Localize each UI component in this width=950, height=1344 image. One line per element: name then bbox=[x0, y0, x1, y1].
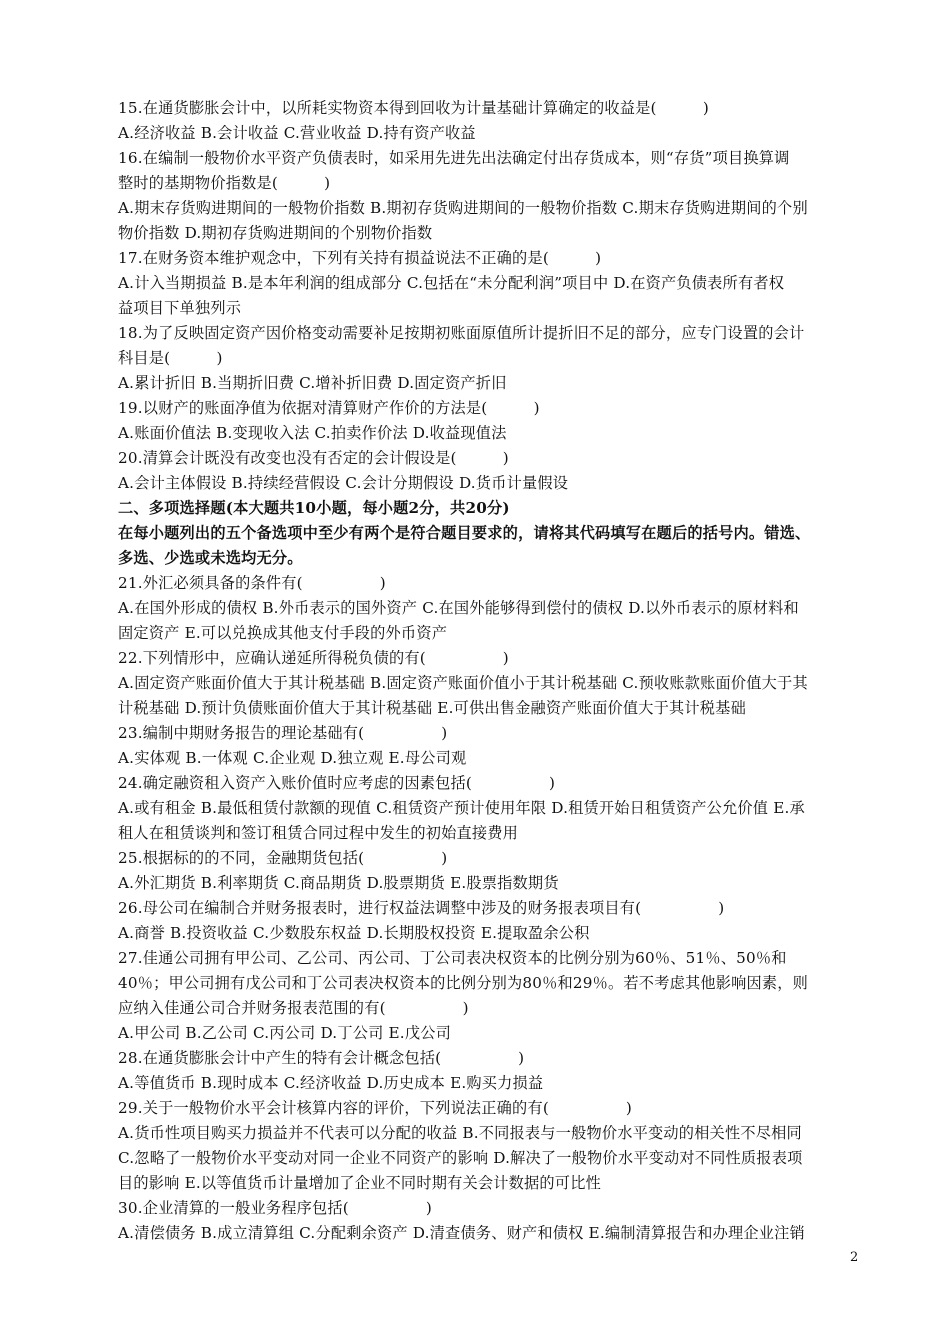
question-27-stem: 27.佳通公司拥有甲公司、乙公司、丙公司、丁公司表决权资本的比例分别为60％、51％、50％和 bbox=[118, 949, 787, 967]
question-30-stem: 30.企业清算的一般业务程序包括( ) bbox=[118, 1199, 432, 1217]
question-28-stem: 28.在通货膨胀会计中产生的特有会计概念包括( ) bbox=[118, 1049, 525, 1067]
question-20-stem: 20.清算会计既没有改变也没有否定的会计假设是( ) bbox=[118, 449, 509, 467]
question-26-stem: 26.母公司在编制合并财务报表时，进行权益法调整中涉及的财务报表项目有( ) bbox=[118, 899, 725, 917]
question-16-stem: 16.在编制一般物价水平资产负债表时，如采用先进先出法确定付出存货成本，则“存货”项目换算调 bbox=[118, 149, 790, 167]
question-24-options: A.或有租金 B.最低租赁付款额的现值 C.租赁资产预计使用年限 D.租赁开始日租赁资产公允价值 E.承 bbox=[118, 799, 805, 817]
question-17-options: A.计入当期损益 B.是本年利润的组成部分 C.包括在“未分配利润”项目中 D.在资产负债表所有者权 bbox=[118, 274, 785, 292]
question-16-options-cont: 物价指数 D.期初存货购进期间的个别物价指数 bbox=[118, 224, 433, 242]
question-26-options: A.商誉 B.投资收益 C.少数股东权益 D.长期股权投资 E.提取盈余公积 bbox=[118, 924, 590, 942]
question-18-stem-cont: 科目是( ) bbox=[118, 349, 223, 367]
question-22-options-cont: 计税基础 D.预计负债账面价值大于其计税基础 E.可供出售金融资产账面价值大于其计税基础 bbox=[118, 699, 746, 717]
section-instructions-cont: 多选、少选或未选均无分。 bbox=[118, 549, 303, 567]
question-17-stem: 17.在财务资本维护观念中，下列有关持有损益说法不正确的是( ) bbox=[118, 249, 602, 267]
question-21-stem: 21.外汇必须具备的条件有( ) bbox=[118, 574, 386, 592]
question-15-stem: 15.在通货膨胀会计中，以所耗实物资本得到回收为计量基础计算确定的收益是( ) bbox=[118, 99, 709, 117]
question-29-stem: 29.关于一般物价水平会计核算内容的评价，下列说法正确的有( ) bbox=[118, 1099, 633, 1117]
question-19-options: A.账面价值法 B.变现收入法 C.拍卖作价法 D.收益现值法 bbox=[118, 424, 507, 442]
question-15-options: A.经济收益 B.会计收益 C.营业收益 D.持有资产收益 bbox=[118, 124, 476, 142]
question-16-options: A.期末存货购进期间的一般物价指数 B.期初存货购进期间的一般物价指数 C.期末存货购进期间的个别 bbox=[118, 199, 808, 217]
question-20-options: A.会计主体假设 B.持续经营假设 C.会计分期假设 D.货币计量假设 bbox=[118, 474, 569, 492]
question-21-options: A.在国外形成的债权 B.外币表示的国外资产 C.在国外能够得到偿付的债权 D.以外币表示的原材料和 bbox=[118, 599, 799, 617]
question-28-options: A.等值货币 B.现时成本 C.经济收益 D.历史成本 E.购买力损益 bbox=[118, 1074, 544, 1092]
question-19-stem: 19.以财产的账面净值为依据对清算财产作价的方法是( ) bbox=[118, 399, 540, 417]
question-25-options: A.外汇期货 B.利率期货 C.商品期货 D.股票期货 E.股票指数期货 bbox=[118, 874, 559, 892]
question-18-stem: 18.为了反映固定资产因价格变动需要补足按期初账面原值所计提折旧不足的部分，应专门设置的会计 bbox=[118, 324, 805, 342]
question-27-stem-cont: 40％；甲公司拥有戊公司和丁公司表决权资本的比例分别为80％和29％。若不考虑其他影响因素，则 bbox=[118, 974, 809, 992]
section-heading: 二、多项选择题(本大题共10小题，每小题2分，共20分) bbox=[118, 499, 510, 517]
question-22-options: A.固定资产账面价值大于其计税基础 B.固定资产账面价值小于其计税基础 C.预收账款账面价值大于其 bbox=[118, 674, 808, 692]
question-16-stem-cont: 整时的基期物价指数是( ) bbox=[118, 174, 331, 192]
question-18-options: A.累计折旧 B.当期折旧费 C.增补折旧费 D.固定资产折旧 bbox=[118, 374, 507, 392]
section-instructions: 在每小题列出的五个备选项中至少有两个是符合题目要求的，请将其代码填写在题后的括号内。错选、 bbox=[118, 524, 811, 542]
question-27-stem-cont: 应纳入佳通公司合并财务报表范围的有( ) bbox=[118, 999, 469, 1017]
question-29-options: A.货币性项目购买力损益并不代表可以分配的收益 B.不同报表与一般物价水平变动的相关性不尽相同 bbox=[118, 1124, 802, 1142]
question-25-stem: 25.根据标的的不同，金融期货包括( ) bbox=[118, 849, 448, 867]
question-21-options-cont: 固定资产 E.可以兑换成其他支付手段的外币资产 bbox=[118, 624, 448, 642]
page-number: 2 bbox=[850, 1250, 859, 1265]
question-30-options: A.清偿债务 B.成立清算组 C.分配剩余资产 D.清查债务、财产和债权 E.编制清算报告和办理企业注销 bbox=[118, 1224, 805, 1242]
question-29-options-cont: 目的影响 E.以等值货币计量增加了企业不同时期有关会计数据的可比性 bbox=[118, 1174, 601, 1192]
question-17-options-cont: 益项目下单独列示 bbox=[118, 299, 242, 317]
question-22-stem: 22.下列情形中，应确认递延所得税负债的有( ) bbox=[118, 649, 509, 667]
question-23-options: A.实体观 B.一体观 C.企业观 D.独立观 E.母公司观 bbox=[118, 749, 467, 767]
question-24-stem: 24.确定融资租入资产入账价值时应考虑的因素包括( ) bbox=[118, 774, 556, 792]
question-23-stem: 23.编制中期财务报告的理论基础有( ) bbox=[118, 724, 448, 742]
question-29-options-cont: C.忽略了一般物价水平变动对同一企业不同资产的影响 D.解决了一般物价水平变动对不同性质报表项 bbox=[118, 1149, 803, 1167]
question-24-options-cont: 租人在租赁谈判和签订租赁合同过程中发生的初始直接费用 bbox=[118, 824, 519, 842]
question-27-options: A.甲公司 B.乙公司 C.丙公司 D.丁公司 E.戊公司 bbox=[118, 1024, 451, 1042]
